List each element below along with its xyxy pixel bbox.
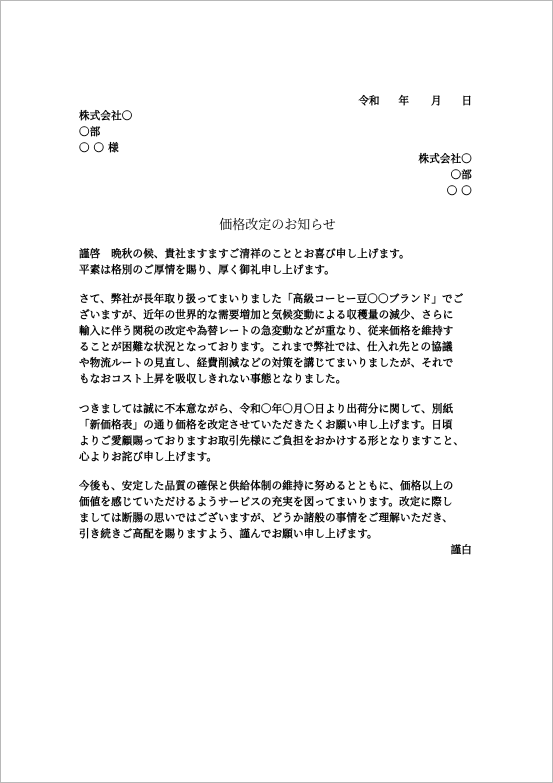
date-era: 令和 bbox=[358, 95, 380, 107]
greeting-line: 謹啓 晩秋の候、貴社ますますご清祥のこととお喜び申し上げます。 bbox=[79, 248, 410, 260]
document-title: 価格改定のお知らせ bbox=[219, 218, 336, 233]
paragraph3-line: 今後も、安定した品質の確保と供給体制の維持に努めるとともに、価格以上の bbox=[79, 480, 454, 492]
recipient-name: 〇 〇 様 bbox=[79, 142, 119, 154]
date-line bbox=[359, 94, 473, 108]
paragraph1-line: や物流ルートの見直し、経費削減などの対策を講じてまいりましたが、それで bbox=[79, 357, 454, 369]
paragraph1-line: ることが困難な状況となっております。これまで弊社では、仕入れ先との協議 bbox=[79, 341, 453, 353]
date-day: 日 bbox=[461, 95, 472, 107]
paragraph3-line: 引き続きご高配を賜りますよう、謹んでお願い申し上げます。 bbox=[79, 528, 378, 540]
paragraph3-line: ましては断腸の思いではございますが、どうか諸般の事情をご理解いただき、 bbox=[79, 512, 454, 524]
paragraph2-line: 心よりお詫び申し上げます。 bbox=[79, 451, 218, 463]
paragraph1-line: もなおコスト上昇を吸収しきれない事態となりました。 bbox=[79, 373, 347, 385]
sender-name: 〇 〇 bbox=[446, 185, 472, 197]
paragraph1-line: 輸入に伴う関税の改定や為替レートの急変動などが重なり、従来価格を維持す bbox=[79, 325, 454, 337]
recipient-department: 〇部 bbox=[79, 126, 101, 138]
sender-company: 株式会社〇 bbox=[418, 153, 472, 165]
paragraph1-line: さて、弊社が長年取り扱ってまいりました「高級コーヒー豆〇〇ブランド」でご bbox=[79, 293, 464, 305]
paragraph2-line: よりご愛顧賜っておりますお取引先様にご負担をおかけする形となりますこと、 bbox=[79, 435, 465, 447]
paragraph2-line: つきましては誠に不本意ながら、令和〇年〇月〇日より出荷分に関して、別紙 bbox=[79, 403, 454, 415]
paragraph1-line: ざいますが、近年の世界的な需要増加と気候変動による収穫量の減少、さらに bbox=[79, 309, 454, 321]
closing-word: 謹白 bbox=[450, 544, 472, 556]
sender-department: 〇部 bbox=[450, 169, 472, 181]
recipient-company: 株式会社〇 bbox=[79, 110, 133, 122]
paragraph2-line: 「新価格表」の通り価格を改定させていただきたくお願い申し上げます。日頃 bbox=[79, 419, 453, 431]
date-year: 年 bbox=[398, 95, 409, 107]
greeting-line: 平素は格別のご厚情を賜り、厚く御礼申し上げます。 bbox=[79, 264, 335, 276]
paragraph3-line: 価値を感じていただけるようサービスの充実を図ってまいります。改定に際し bbox=[79, 496, 453, 508]
date-month: 月 bbox=[431, 95, 442, 107]
